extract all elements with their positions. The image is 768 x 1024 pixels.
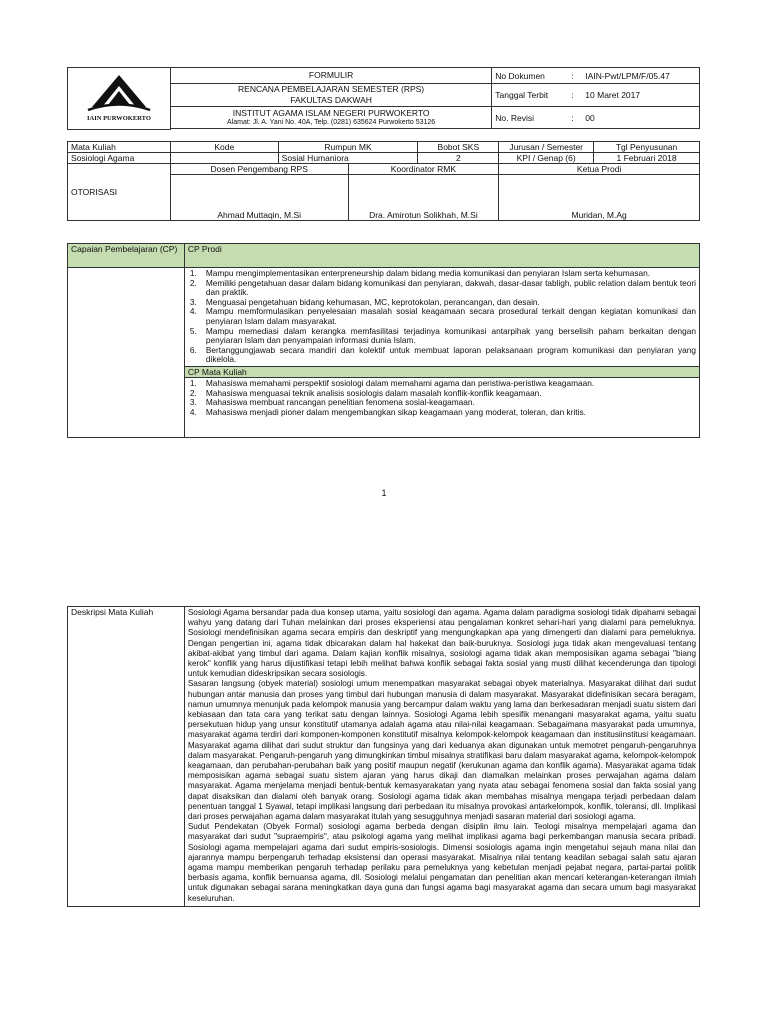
course-info-table — [67, 141, 700, 221]
deskripsi-content — [184, 607, 699, 907]
cp-empty-cell — [68, 268, 185, 438]
course-sks: 2 — [418, 153, 499, 164]
course-code — [170, 153, 278, 164]
deskripsi-label: Deskripsi Mata Kuliah — [68, 607, 185, 907]
rps-title: RENCANA PEMBELAJARAN SEMESTER (RPS) — [238, 84, 425, 94]
cp-prodi-label: CP Prodi — [184, 244, 699, 268]
list-item: 4. Mampu memformulasikan penyelesaian masalah sosial keagamaan secara prosedural terkait dengan kegiatan komunikasi dan penyiaran Islam dalam masyarakat. — [189, 306, 696, 326]
issue-date: 10 Maret 2017 — [585, 90, 641, 100]
doc-number-row: No Dokumen : IAIN-Pwt/LPM/F/05.47 — [492, 68, 700, 84]
deskripsi-table — [67, 606, 700, 907]
list-item: 3. Menguasai pengetahuan bidang kehumasan, MC, keprotokolan, perancangan, dan desain. — [189, 296, 540, 307]
title-block — [170, 84, 491, 107]
course-jurusan: KPI / Genap (6) — [499, 153, 594, 164]
form-label: FORMULIR — [170, 68, 491, 84]
list-item: 2. Mahasiswa menguasai teknik analisis sosiologis dalam masalah konflik-konflik keagamaan. — [189, 387, 542, 398]
institution-name: INSTITUT AGAMA ISLAM NEGERI PURWOKERTO — [232, 108, 430, 118]
institution-logo — [68, 68, 171, 130]
faculty-title: FAKULTAS DAKWAH — [290, 95, 372, 105]
deskripsi-paragraph-3: Sudut Pendekatan (Obyek Formal) sosiologi agama berbeda dengan disiplin ilmu lain. Teologi misalnya mempelajari agama dan masyarakat dari sudut "supraempiris", atau psikologi agama yang melihat implikasi agama bagi perkembangan manusia secara pribadi. Sosiologi agama mempelajari agama dari sudut empiris-sosiologis. Dimensi sosiologis agama ingin mengetahui sejauh mana nilai dan ajarannya mampu berpengaruh terhadap eksistensi dan operasi masyarakat. Misalnya nilai tentang keadilan sebagai salah satu ajaran agama mampu memberikan pengaruh terhadap perilaku para pemeluknya yang kebetulan menjadi pejabat negara, partai-partai politik berbasis agama, konflik bernuansa agama, dll. Sosiologi melalui pengamatan dan penelitian akan mencari keterangan-keterangan ilmiah untuk digunakan sebagai sarana meningkatkan daya guna dan fungsi agama bagi masyarakat agama dan secara umum bagi masyarakat keseluruhan. — [187, 822, 696, 903]
list-item: 4. Mahasiswa menjadi pioner dalam mengembangkan sikap keagamaan yang moderat, toleran, dan kritis. — [189, 406, 586, 417]
iain-logo-icon — [84, 73, 154, 113]
list-item: 2. Memiliki pengetahuan dasar dalam bidang komunikasi dan penyiaran, dakwah, dasar-dasar tabligh, public relation dalam bentuk teori dan praktik. — [189, 277, 696, 298]
otorisasi-label: OTORISASI — [68, 164, 171, 221]
issue-date-row: Tanggal Terbit : 10 Maret 2017 — [492, 84, 700, 107]
col-rumpun: Rumpun MK — [278, 142, 418, 153]
cp-mk-list — [184, 377, 699, 437]
col-ketua: Ketua Prodi — [499, 164, 700, 175]
list-item: 3. Mahasiswa membuat rancangan penelitian fenomena sosial-keagamaan. — [189, 397, 475, 408]
col-dosen: Dosen Pengembang RPS — [170, 164, 348, 175]
course-name: Sosiologi Agama — [68, 153, 171, 164]
document-header — [67, 67, 700, 130]
cp-prodi-list — [184, 268, 699, 367]
cp-mk-label: CP Mata Kuliah — [184, 366, 699, 377]
revision-number: 00 — [585, 112, 595, 123]
col-jurusan: Jurusan / Semester — [499, 142, 594, 153]
institution-block — [170, 107, 491, 129]
deskripsi-paragraph-2: Sasaran langsung (obyek material) sosiologi umum menempatkan masyarakat sebagai obyek materialnya. Masyarakat dilihat dari sudut hubungan antar manusia dan proses yang timbul dari hubungan manusia di dalam masyarakat. Masyarakat didefinisikan secara beragam, namun umumnya menunjuk pada kelompok manusia yang bercampur dalam waktu yang lama dan berkesadaran menjadi suatu sistem dari kebiasaan dan tata cara yang terikat satu dengan lainnya. Sosiologi Agama lebih spesifik menangani masyarakat agama, yaitu suatu persekutuan hidup yang unsur konstitutif utamanya adalah agama atau nilai-nilai keagamaan. Sebagaimana masyarakat pada umumnya, masyarakat agama terdiri dari komponen-komponen konstitutif misalnya kelompok-kelompok keagamaan dan institusiinstitusi keagamaan. Masyarakat agama dilihat dari sudut struktur dan fungsinya yang dari keduanya akan digunakan untuk memotret pengaruh-pengaruhnya dalam masyarakat. Pengaruh-pengaruh yang dimungkinkan timbul misalnya stratifikasi baru dalam masyarakat agama, kelompok-kelompok keagamaan, dan perubahan-perubahan baik yang positif maupun negatif (kerukunan agama dan konflik agama). Masyarakat agama tidak memposisikan agama sebagai suatu sistem ajaran yang harus dikaji dan diamalkan melainkan proses perwajahan agama dalam masyarakat. Agama menjelama menjadi bentuk-bentuk kemasyarakatan yang nyata atau sebagai fenomena sosial dan fakta sosial yang dapat disaksikan dan dialami oleh banyak orang. Sosiologi agama tidak akan membahas misalnya mengapa terjadi perbedaan dalam penentuan tanggal 1 Syawal, tetapi implikasi langsung dari perbedaan itu misalnya provokasi antarkelompok, konflik, toleransi, dll. Implikasi dari proses perwajahan agama dalam masyarakat itulah yang sesugguhnya menjadi sasaran material dari sosiologi agama. — [187, 679, 696, 822]
col-mata-kuliah: Mata Kuliah — [68, 142, 171, 153]
deskripsi-paragraph-1: Sosiologi Agama bersandar pada dua konsep utama, yaitu sosiologi dan agama. Agama dalam paradigma sosiologi tidak dipahami sebagai wahyu yang datang dari Tuhan melainkan dari proses eksperiensi atau pengalaman konkret sehari-hari yang dialami para pemeluknya. Sosiologi mendefinisikan agama secara empiris dan deskriptif yang mengungkapkan apa yang dimengerti dan dialami para pemeluknya. Dengan pengertian ini, agama tidak dbicarakan dalam hal hakekat dan baik-buruknya. Sosiologi juga tidak akan mengevaluasi tentang akibat-akibat yang timbul dari agama. Dalam kajian konflik misalnya, sosiologi agama tidak akan memposisikan agama sebagai "biang kerok" konflik yang harus dijustifikasi tetapi lebih melihat bahwa konflik sebagai fakta sosial yang musti dilihat kecenderunga dan tipologi untuk kemudian dideskripsikan secara sosiologis. — [187, 608, 696, 679]
list-item: 1. Mahasiswa memahami perspektif sosiologi dalam memahami agama dan peristiwa-peristiwa keagamaan. — [189, 377, 595, 388]
course-rumpun: Sosial Humaniora — [278, 153, 418, 164]
dosen-name: Ahmad Muttaqin, M.Si — [170, 175, 348, 221]
cp-label: Capaian Pembelajaran (CP) — [68, 244, 185, 268]
page-number: 1 — [381, 488, 387, 498]
doc-number: IAIN-Pwt/LPM/F/05.47 — [585, 70, 670, 81]
col-koordinator: Koordinator RMK — [348, 164, 499, 175]
institution-address: Alamat: Jl. A. Yani No. 40A, Telp. (0281) 635624 Purwokerto 53126 — [227, 119, 436, 126]
list-item: 6. Bertanggungjawab secara mandiri dan kolektif untuk membuat laporan pelaksanaan program komunikasi dan penyiaran yang dikelola. — [189, 344, 696, 365]
ketua-name: Muridan, M.Ag — [499, 175, 700, 221]
cp-table — [67, 243, 700, 438]
course-date: 1 Februari 2018 — [594, 153, 700, 164]
col-kode: Kode — [170, 142, 278, 153]
koordinator-name: Dra. Amirotun Solikhah, M.Si — [348, 175, 499, 221]
revision-row: No. Revisi : 00 — [492, 107, 700, 129]
list-item: 5. Mampu memediasi dalam kerangka memfasilitasi terjadinya komunikasi antarpihak yang berselisih paham berkaitan dengan penyiaran Islam dan penyampaian informasi dunia Islam. — [189, 325, 696, 346]
col-tgl: Tgl Penyusunan — [594, 142, 700, 153]
col-bobot: Bobot SKS — [418, 142, 499, 153]
list-item: 1. Mampu mengimplementasikan enterpreneurship dalam bidang media komunikasi dan penyiaran Islam serta kehumasan. — [189, 268, 650, 278]
logo-caption: IAIN PURWOKERTO — [87, 115, 151, 123]
